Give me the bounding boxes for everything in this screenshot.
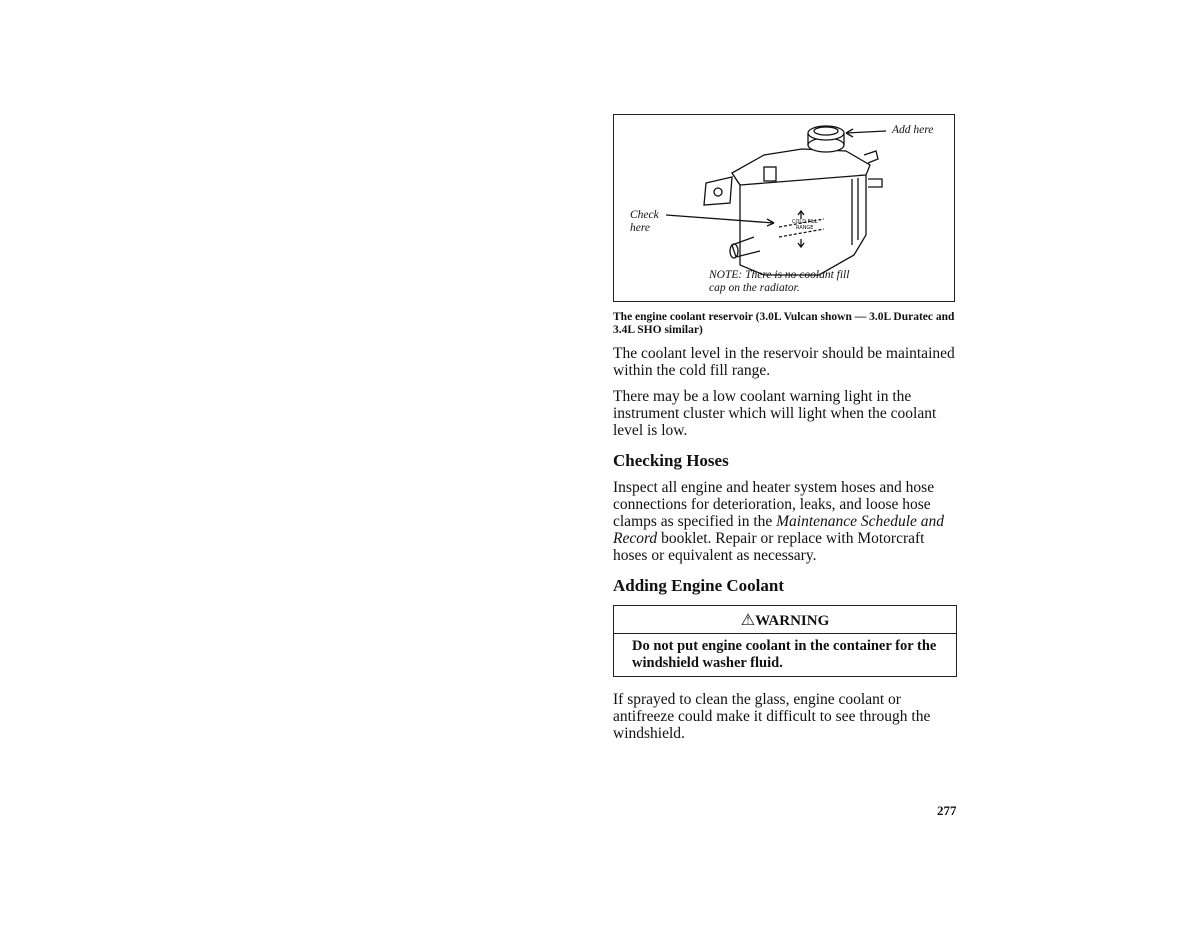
warning-header (614, 606, 956, 634)
heading-checking-hoses: Checking Hoses (613, 451, 729, 470)
tank-marking-range: RANGE (796, 225, 814, 231)
warning-title: WARNING (755, 613, 830, 629)
warning-text: Do not put engine coolant in the container for the windshield washer fluid. (632, 638, 937, 671)
label-check-line2: here (630, 221, 651, 234)
paragraph-warning-light: There may be a low coolant warning light in the instrument cluster which will light when the coolant level is low. (613, 388, 937, 439)
figure-caption: The engine coolant reservoir (3.0L Vulcan shown — 3.0L Duratec and 3.4L SHO similar) (613, 311, 955, 336)
paragraph-coolant-level: The coolant level in the reservoir should be maintained within the cold fill range. (613, 345, 955, 379)
paragraph-hoses (613, 479, 959, 564)
heading-adding-coolant: Adding Engine Coolant (613, 576, 784, 595)
hoses-text-before: Inspect all engine and heater system hoses and hose connections for deterioration, leaks, and loose hose clamps as specified in the (613, 479, 935, 530)
note-line2: cap on the radiator. (709, 281, 800, 294)
label-check-here (630, 209, 659, 234)
paragraph-sprayed: If sprayed to clean the glass, engine coolant or antifreeze could make it difficult to see through the windshield. (613, 691, 931, 742)
maintenance-schedule-reference: Maintenance Schedule and Record (613, 513, 944, 547)
label-check-line1: Check (630, 209, 659, 221)
figure-note (709, 269, 909, 294)
warning-triangle-icon: ⚠ (740, 612, 756, 629)
content-column (613, 114, 959, 742)
coolant-reservoir-figure (613, 114, 955, 302)
page-number: 277 (937, 803, 957, 818)
tank-marking-cold-fill: COLD FILL (792, 219, 818, 225)
label-add-here: Add here (892, 124, 934, 136)
note-line1: NOTE: There is no coolant fill (709, 269, 850, 281)
hoses-text-after: booklet. Repair or replace with Motorcraft hoses or equivalent as necessary. (613, 530, 925, 564)
warning-box (613, 605, 957, 677)
